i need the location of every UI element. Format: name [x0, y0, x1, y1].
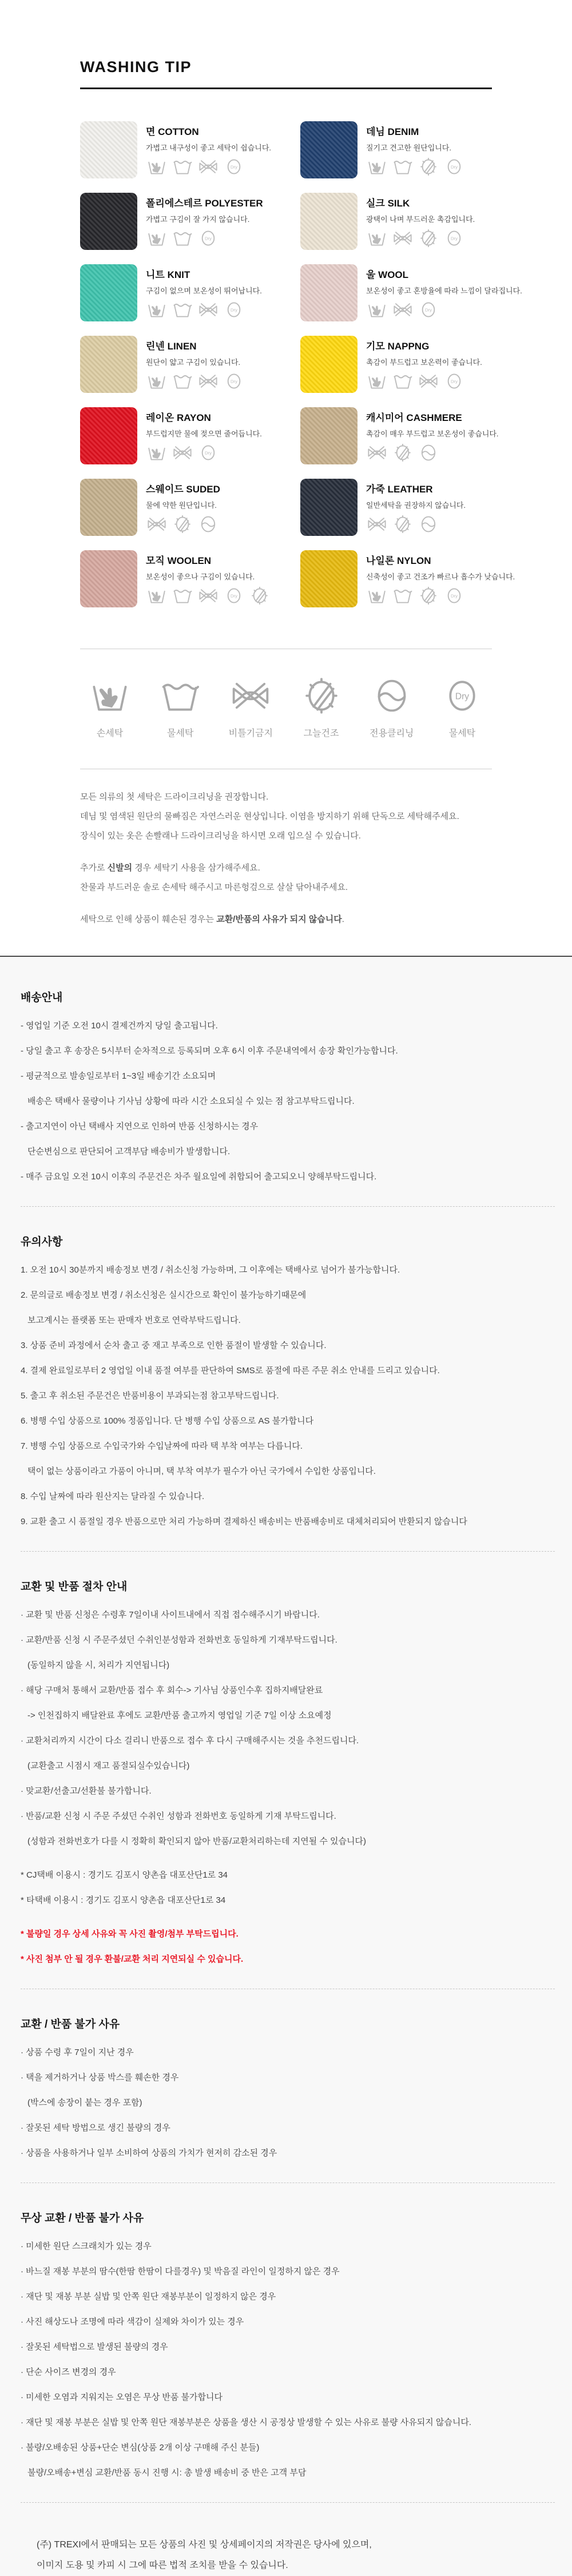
pro-icon: [418, 515, 439, 533]
title-underline: [80, 88, 492, 89]
fabric-swatch: [300, 193, 357, 250]
fabric-info: [146, 336, 245, 393]
nowring-icon: [366, 444, 388, 462]
handwash-icon: [146, 372, 168, 390]
nowring-icon: [197, 158, 219, 176]
fabric-care-icons: [146, 301, 262, 319]
fabric-card: [80, 264, 300, 321]
fabric-title: 가죽 LEATHER: [366, 484, 433, 495]
fabric-description: 구김이 없으며 보온성이 뛰어납니다.: [146, 287, 262, 295]
info-section: [21, 1233, 555, 1527]
nowring-icon: [366, 515, 388, 533]
footer-note: [21, 2535, 555, 2576]
notice-line: · 재단 및 재봉 부분은 실밥 및 안쪽 원단 재봉부분은 상품을 생산 시 공정상 발생할 수 있는 사유로 불량 사유되지 않습니다.: [21, 2418, 472, 2427]
notice-line: 배송은 택배사 물량이나 기사님 상황에 따라 시간 소요되실 수 있는 점 참고부탁드립니다.: [27, 1096, 355, 1106]
legend-icon-holder: [300, 678, 343, 717]
legend-label: 물세탁: [167, 729, 194, 738]
fabric-card: [300, 336, 549, 393]
fabric-swatch: [300, 479, 357, 536]
nowring-icon: [197, 587, 219, 605]
fabric-title: 레이온 RAYON: [146, 412, 211, 423]
fabric-care-icons: [146, 444, 262, 462]
fabric-care-icons: [366, 372, 482, 390]
fabric-care-icons: [146, 229, 263, 247]
dry-icon: [443, 587, 465, 605]
fabric-info: [366, 121, 465, 178]
notice-line: · 사진 해상도나 조명에 따라 색감이 실제와 차이가 있는 경우: [21, 2317, 244, 2327]
handwash-icon: [146, 158, 168, 176]
info-area: [0, 956, 572, 2576]
fabric-care-icons: [366, 301, 522, 319]
notice-line: 불량/오배송+변심 교환/반품 동시 진행 시: 총 발생 배송비 중 반은 고객 부담: [27, 2468, 307, 2478]
legend-item: [362, 678, 422, 739]
legend-label: 손세탁: [96, 729, 124, 738]
fabric-swatch: [80, 121, 137, 178]
fabric-info: [366, 407, 499, 464]
shadedry-icon: [392, 515, 414, 533]
section-heading: 교환 / 반품 불가 사유: [21, 2018, 120, 2030]
shadedry-icon: [172, 515, 193, 533]
legend-item: [221, 678, 280, 739]
fabric-care-icons: [146, 372, 245, 390]
fabric-swatch: [300, 550, 357, 607]
care-legend: [80, 678, 492, 739]
wash-icon: [392, 372, 414, 390]
notice-line: · 잘못된 세탁 방법으로 생긴 불량의 경우: [21, 2123, 170, 2133]
wash-icon: [172, 158, 193, 176]
fabric-info: [366, 264, 522, 321]
fabric-description: 광택이 나며 부드러운 촉감입니다.: [366, 215, 475, 224]
dry-icon: [443, 372, 465, 390]
notice-line: 9. 교환 출고 시 품절일 경우 반품으로만 처리 가능하며 결제하신 배송비는 반품배송비로 대체처리되어 반환되지 않습니다: [21, 1517, 467, 1526]
notice-line: · 교환 및 반품 신청은 수령후 7일이내 사이트내에서 직접 접수해주시기 바랍니다.: [21, 1610, 320, 1620]
legend-label: 비틀기금지: [228, 729, 273, 738]
fabric-info: [146, 550, 271, 607]
fabric-description: 신축성이 좋고 건조가 빠르나 흡수가 낮습니다.: [366, 573, 515, 581]
handwash-icon: [146, 301, 168, 319]
notice-line: 7. 병행 수입 상품으로 수입국가와 수입날짜에 따라 택 부착 여부는 다릅니다.: [21, 1441, 303, 1451]
notice-line: · 반품/교환 신청 시 주문 주셨던 수취인 성함과 전화번호 동일하게 기재 부탁드립니다.: [21, 1811, 336, 1821]
info-section: [21, 1578, 555, 1965]
notice-line: · 재단 및 재봉 부분 실밥 및 안쪽 원단 재봉부분이 일정하지 않은 경우: [21, 2292, 276, 2301]
fabric-card: [300, 479, 549, 536]
fabric-card: [300, 193, 549, 250]
footer-line-2: 이미지 도용 및 카피 시 그에 따른 법적 조치를 받을 수 있습니다.: [37, 2561, 288, 2570]
fabric-care-icons: [146, 515, 220, 533]
fabric-description: 질기고 견고한 원단입니다.: [366, 144, 451, 152]
fabric-card: [300, 264, 549, 321]
notice-line: - 영업일 기준 오전 10시 결제건까지 당일 출고됩니다.: [21, 1021, 218, 1031]
notice-line: -> 인천집하지 배달완료 후에도 교환/반품 출고까지 영업일 기준 7일 이상 소요예정: [27, 1711, 332, 1720]
fabric-swatch: [80, 336, 137, 393]
fabric-info: [146, 121, 271, 178]
fabric-title: 기모 NAPPNG: [366, 341, 430, 352]
fabric-swatch: [80, 550, 137, 607]
notice-line: 8. 수입 날짜에 따라 원산지는 달라질 수 있습니다.: [21, 1492, 205, 1501]
page-root: [0, 58, 572, 2576]
handwash-icon: [146, 587, 168, 605]
legend-item: [80, 678, 140, 739]
notice-line: · 맞교환/선출고/선환불 불가합니다.: [21, 1786, 152, 1796]
legend-item: [432, 678, 492, 739]
fabric-card: [300, 550, 549, 607]
wash-icon: [172, 372, 193, 390]
fabric-care-icons: [366, 587, 515, 605]
fabric-swatch: [300, 264, 357, 321]
dry-icon: [223, 158, 245, 176]
fabric-care-icons: [146, 158, 271, 176]
notice-line: 5. 출고 후 취소된 주문건은 반품비용이 부과되는점 참고부탁드립니다.: [21, 1391, 279, 1401]
legend-icon-holder: [88, 678, 132, 717]
nowring-icon: [197, 372, 219, 390]
notice-line: · 미세한 원단 스크래치가 있는 경우: [21, 2241, 152, 2251]
fabric-title: 나일론 NYLON: [366, 555, 431, 566]
fabric-title: 모직 WOOLEN: [146, 555, 212, 566]
nowring-icon: [172, 444, 193, 462]
dashed-divider: [21, 1551, 555, 1552]
wash-notes-para1: [80, 788, 549, 846]
fabric-title: 린넨 LINEN: [146, 341, 197, 352]
dashed-divider: [21, 2502, 555, 2503]
notice-line: · 단순 사이즈 변경의 경우: [21, 2367, 116, 2377]
dashed-divider: [21, 1206, 555, 1207]
info-section: [21, 2016, 555, 2158]
wash-note-line: 찬물과 부드러운 솔로 손세탁 해주시고 마른헝겊으로 살살 닦아내주세요.: [80, 882, 348, 892]
fabric-swatch: [80, 479, 137, 536]
fabric-swatch: [80, 193, 137, 250]
notice-line: · 잘못된 세탁법으로 발생된 불량의 경우: [21, 2342, 168, 2352]
notice-line-red: * 사진 첨부 안 될 경우 환불/교환 처리 지연되실 수 있습니다.: [21, 1954, 244, 1964]
legend-icon-holder: [440, 678, 484, 717]
nowring-icon: [146, 515, 168, 533]
fabric-description: 일반세탁을 권장하지 않습니다.: [366, 501, 466, 510]
notice-line: 4. 결제 완료일로부터 2 영업일 이내 품절 여부를 판단하여 SMS로 품절에 따른 주문 취소 안내를 드리고 있습니다.: [21, 1366, 440, 1376]
handwash-icon: [366, 587, 388, 605]
legend-label: 물세탁: [448, 729, 476, 738]
pro-icon: [197, 515, 219, 533]
fabric-description: 촉감이 부드럽고 보온력이 좋습니다.: [366, 358, 482, 367]
pro-icon: [370, 678, 414, 714]
fabric-title: 캐시미어 CASHMERE: [366, 412, 462, 423]
fabric-card: [80, 479, 300, 536]
notice-line: (동일하지 않을 시, 처리가 지연됩니다): [27, 1660, 170, 1670]
notice-line: 택이 없는 상품이라고 가품이 아니며, 택 부착 여부가 필수가 아닌 국가에서 수입한 상품입니다.: [27, 1466, 376, 1476]
notice-line: · 상품을 사용하거나 일부 소비하여 상품의 가치가 현저히 감소된 경우: [21, 2148, 277, 2158]
nowring-icon: [197, 301, 219, 319]
fabric-info: [146, 479, 220, 536]
shadedry-icon: [418, 229, 439, 247]
fabric-description: 촉감이 매우 부드럽고 보온성이 좋습니다.: [366, 430, 499, 438]
legend-label: 전용클리닝: [370, 729, 414, 738]
dry-icon: [443, 158, 465, 176]
pro-icon: [418, 444, 439, 462]
handwash-icon: [146, 444, 168, 462]
dry-icon: [223, 587, 245, 605]
fabric-card: [80, 193, 300, 250]
wash-icon: [392, 158, 414, 176]
legend-label: 그늘건조: [303, 729, 339, 738]
notice-line: (교환출고 시점시 재고 품절되실수있습니다): [27, 1761, 190, 1771]
dry-icon: [223, 301, 245, 319]
nowring-icon: [392, 301, 414, 319]
dry-icon: [223, 372, 245, 390]
notice-line: * CJ택배 이용시 : 경기도 김포시 양촌읍 대포산단1로 34: [21, 1870, 228, 1880]
fabric-title: 스웨이드 SUDED: [146, 484, 220, 495]
wash-note-line: 세탁으로 인해 상품이 훼손된 경우는 교환/반품의 사유가 되지 않습니다.: [80, 915, 344, 924]
notice-line: * 타택배 이용시 : 경기도 김포시 양촌읍 대포산단1로 34: [21, 1895, 226, 1905]
fabric-card: [300, 121, 549, 178]
nowring-icon: [229, 678, 272, 714]
fabric-care-icons: [366, 444, 499, 462]
fabric-info: [366, 550, 515, 607]
wash-note-line: 장식이 있는 옷은 손빨래나 드라이크리닝을 하시면 오래 입으실 수 있습니다.: [80, 831, 361, 841]
fabric-info: [366, 193, 475, 250]
wash-note-line: 데님 및 염색된 원단의 물빠짐은 자연스러운 현상입니다. 이염을 방지하기 위해 단독으로 세탁해주세요.: [80, 812, 459, 821]
shadedry-icon: [249, 587, 271, 605]
fabric-card: [80, 336, 300, 393]
fabric-info: [146, 264, 262, 321]
wash-icon: [172, 229, 193, 247]
fabric-description: 가볍고 구김이 잘 가지 않습니다.: [146, 215, 250, 224]
shadedry-icon: [418, 158, 439, 176]
fabric-card: [80, 550, 300, 607]
legend-icon-holder: [370, 678, 414, 717]
fabric-title: 니트 KNIT: [146, 269, 190, 280]
fabric-card: [300, 407, 549, 464]
fabric-swatch: [300, 407, 357, 464]
notice-line: · 해당 구매처 통해서 교환/반품 접수 후 회수-> 기사님 상품인수후 집하지배달완료: [21, 1685, 323, 1695]
fabric-care-icons: [366, 515, 466, 533]
fabric-description: 물에 약한 원단입니다.: [146, 501, 217, 510]
fabric-description: 보온성이 좋으나 구김이 있습니다.: [146, 573, 255, 581]
section-heading: 교환 및 반품 절차 안내: [21, 1581, 128, 1593]
wash-icon: [172, 587, 193, 605]
wash-icon: [158, 678, 202, 714]
dry-icon: [443, 229, 465, 247]
shadedry-icon: [392, 444, 414, 462]
fabric-card: [80, 407, 300, 464]
section-heading: 배송안내: [21, 992, 63, 1004]
nowring-icon: [418, 372, 439, 390]
notice-line: · 상품 수령 후 7일이 지난 경우: [21, 2048, 134, 2057]
notice-line: · 교환처리까지 시간이 다소 걸리니 반품으로 접수 후 다시 구매해주시는 것을 추천드립니다.: [21, 1736, 359, 1746]
notice-line: · 택을 제거하거나 상품 박스를 훼손한 경우: [21, 2073, 179, 2082]
wash-notes: [80, 788, 549, 929]
notice-line: 단순변심으로 판단되어 고객부담 배송비가 발생합니다.: [27, 1147, 231, 1156]
fabric-description: 부드럽지만 물에 젖으면 줄어듭니다.: [146, 430, 262, 438]
fabric-care-icons: [146, 587, 271, 605]
notice-line: 1. 오전 10시 30분까지 배송정보 변경 / 취소신청 가능하며, 그 이후에는 택배사로 넘어가 불가능합니다.: [21, 1265, 400, 1275]
dry-icon: [440, 678, 484, 714]
handwash-icon: [146, 229, 168, 247]
nowring-icon: [392, 229, 414, 247]
notice-line-red: * 불량일 경우 상세 사유와 꼭 사진 촬영/첨부 부탁드립니다.: [21, 1929, 239, 1939]
fabric-info: [146, 407, 262, 464]
page-title: WASHING TIP: [80, 58, 192, 75]
handwash-icon: [366, 372, 388, 390]
fabric-care-icons: [366, 229, 475, 247]
notice-line: - 매주 금요일 오전 10시 이후의 주문건은 차주 월요일에 취합되어 출고되오니 양해부탁드립니다.: [21, 1172, 377, 1182]
section-heading: 유의사항: [21, 1236, 63, 1248]
fabric-info: [146, 193, 263, 250]
fabric-swatch: [300, 336, 357, 393]
notice-line: - 출고지연이 아닌 택배사 지연으로 인하여 반품 신청하시는 경우: [21, 1122, 259, 1131]
fabric-description: 보온성이 좋고 혼방율에 따라 느낌이 달라집니다.: [366, 287, 522, 295]
wash-notes-para3: [80, 910, 549, 929]
notice-line: (박스에 송장이 붙는 경우 포함): [27, 2098, 142, 2108]
wash-notes-para2: [80, 858, 549, 897]
fabric-card: [80, 121, 300, 178]
dry-icon: [197, 444, 219, 462]
fabric-title: 면 COTTON: [146, 126, 199, 137]
fabric-title: 울 WOOL: [366, 269, 409, 280]
info-section: [21, 989, 555, 1182]
legend-item: [292, 678, 351, 739]
wash-icon: [172, 301, 193, 319]
legend-icon-holder: [158, 678, 202, 717]
notice-line: · 미세한 오염과 지워지는 오염은 무상 반품 불가합니다: [21, 2392, 223, 2402]
shadedry-icon: [300, 678, 343, 714]
handwash-icon: [88, 678, 132, 714]
fabric-swatch: [80, 264, 137, 321]
fabric-description: 원단이 얇고 구김이 있습니다.: [146, 358, 241, 367]
wash-icon: [392, 587, 414, 605]
fabric-info: [366, 336, 482, 393]
fabric-title: 폴리에스테르 POLYESTER: [146, 198, 263, 209]
wash-note-line: 모든 의류의 첫 세탁은 드라이크리닝을 권장합니다.: [80, 792, 269, 802]
notice-line: 보고계시는 플랫폼 또는 판매자 번호로 연락부탁드립니다.: [27, 1315, 241, 1325]
fabric-info: [366, 479, 466, 536]
fabric-swatch: [80, 407, 137, 464]
dry-icon: [197, 229, 219, 247]
notice-line: · 교환/반품 신청 시 주문주셨던 수취인분성함과 전화번호 동일하게 기재부탁드립니다.: [21, 1635, 337, 1645]
fabric-swatch: [300, 121, 357, 178]
legend-item: [150, 678, 210, 739]
section-heading: 무상 교환 / 반품 불가 사유: [21, 2212, 144, 2224]
info-section: [21, 2209, 555, 2478]
wash-note-line: 추가로 신발의 경우 세탁기 사용을 삼가해주세요.: [80, 863, 260, 873]
notice-line: 2. 문의글로 배송정보 변경 / 취소신청은 실시간으로 확인이 불가능하기때문에: [21, 1290, 307, 1300]
notice-line: 3. 상품 준비 과정에서 순차 출고 중 재고 부족으로 인한 품절이 발생할 수 있습니다.: [21, 1341, 327, 1350]
washing-tip-section: [0, 58, 572, 929]
fabric-description: 가볍고 내구성이 좋고 세탁이 쉽습니다.: [146, 144, 271, 152]
fabric-care-icons: [366, 158, 465, 176]
dry-icon: [418, 301, 439, 319]
fabric-grid: [80, 121, 549, 607]
notice-line: - 평균적으로 발송일로부터 1~3일 배송기간 소요되며: [21, 1071, 216, 1081]
handwash-icon: [366, 158, 388, 176]
notice-line: · 바느질 재봉 부분의 땀수(한땀 한땀이 다를경우) 및 박음질 라인이 일정하지 않은 경우: [21, 2267, 340, 2276]
legend-icon-holder: [229, 678, 272, 717]
fabric-title: 실크 SILK: [366, 198, 410, 209]
fabric-title: 데님 DENIM: [366, 126, 419, 137]
shadedry-icon: [418, 587, 439, 605]
notice-line: · 불량/오배송된 상품+단순 변심(상품 2개 이상 구매해 주신 분들): [21, 2443, 260, 2452]
footer-line-1: (주) TREXI에서 판매되는 모든 상품의 사진 및 상세페이지의 저작권은 당사에 있으며,: [37, 2540, 372, 2550]
info-sections: [21, 989, 555, 2503]
notice-line: - 당일 출고 후 송장은 5시부터 순차적으로 등록되며 오후 6시 이후 주문내역에서 송장 확인가능합니다.: [21, 1046, 398, 1056]
handwash-icon: [366, 301, 388, 319]
notice-line: (성함과 전화번호가 다를 시 정확히 확인되지 않아 반품/교환처리하는데 지연될 수 있습니다): [27, 1836, 366, 1846]
notice-line: 6. 병행 수입 상품으로 100% 정품입니다. 단 병행 수입 상품으로 AS 불가합니다: [21, 1416, 314, 1426]
handwash-icon: [366, 229, 388, 247]
